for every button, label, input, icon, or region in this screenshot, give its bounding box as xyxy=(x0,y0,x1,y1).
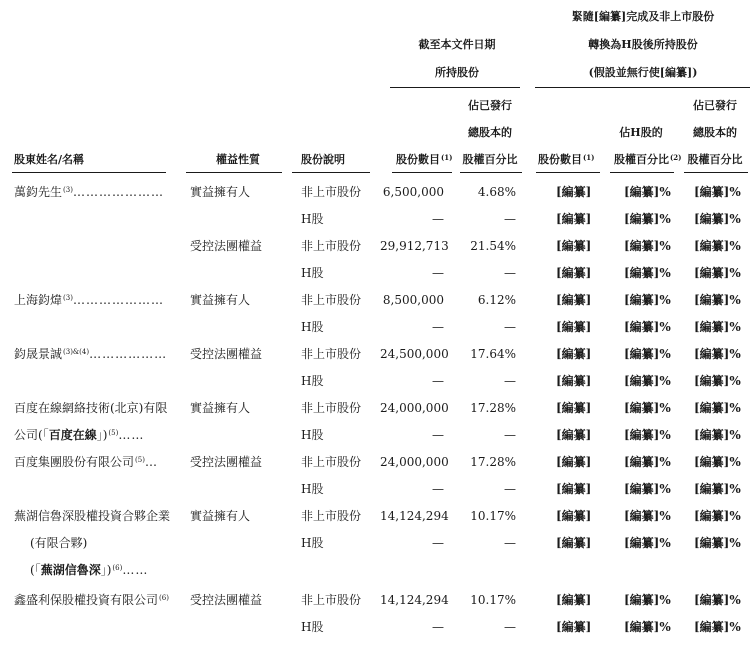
pct-after-redacted: [編纂]% xyxy=(694,266,741,280)
pct-current: — xyxy=(504,482,516,496)
shares-after-redacted: [編纂] xyxy=(556,185,592,199)
pct-current: — xyxy=(504,620,516,634)
interest-nature: 受控法團權益 xyxy=(190,455,263,469)
share-description: H股 xyxy=(301,428,324,442)
shares-after-redacted: [編纂] xyxy=(556,347,592,361)
pct-after-redacted: [編纂]% xyxy=(694,401,741,415)
share-description: H股 xyxy=(301,212,324,226)
shareholder-name-prefix: 公司(「 xyxy=(14,428,49,442)
footnote-ref: (3) xyxy=(63,294,73,302)
col-header-hshare-pct-l2: 股權百分比$^{(2)}$ xyxy=(614,153,682,166)
shares-after-redacted: [編纂] xyxy=(556,536,592,550)
share-description: 非上市股份 xyxy=(301,509,362,523)
col-header-pct-after-l2: 總股本的 xyxy=(693,126,737,139)
share-description: H股 xyxy=(301,536,324,550)
pct-current: — xyxy=(504,320,516,334)
shareholder-name-text: 百度在線網絡技術(北京)有限 xyxy=(14,401,168,415)
pct-current: 17.28% xyxy=(470,455,516,469)
hshare-pct-redacted: [編纂]% xyxy=(624,239,671,253)
col-underline-shareholder xyxy=(12,172,166,173)
pct-after-redacted: [編纂]% xyxy=(694,185,741,199)
shareholder-name xyxy=(14,184,164,200)
leader-dots: …… xyxy=(122,563,149,577)
shareholder-name xyxy=(14,292,164,308)
col-header-shares-current: 股份數目$^{(1)}$ xyxy=(396,153,453,166)
leader-dots: ………………… xyxy=(72,293,164,307)
hshare-pct-redacted: [編纂]% xyxy=(624,620,671,634)
interest-nature: 受控法團權益 xyxy=(190,347,263,361)
shares-after-redacted: [編纂] xyxy=(556,212,592,226)
shares-after-redacted: [編纂] xyxy=(556,266,592,280)
shares-current: — xyxy=(432,620,444,634)
shareholder-name-suffix: 」) xyxy=(100,563,112,577)
pct-current: 21.54% xyxy=(470,239,516,253)
pct-after-redacted: [編纂]% xyxy=(694,347,741,361)
shareholder-name-text: (有限合夥) xyxy=(30,536,88,550)
pct-current: 4.68% xyxy=(477,185,516,199)
shareholder-name xyxy=(14,427,144,443)
interest-nature: 實益擁有人 xyxy=(190,293,251,307)
footnote-ref: (3)&(4) xyxy=(63,348,90,356)
footnote-ref: (6) xyxy=(112,564,123,572)
shareholder-name xyxy=(14,508,170,524)
footnote-ref: (5) xyxy=(108,429,119,437)
shareholder-name xyxy=(30,562,148,578)
share-description: 非上市股份 xyxy=(301,185,362,199)
hshare-pct-redacted: [編纂]% xyxy=(624,428,671,442)
col-underline-shares-after xyxy=(536,172,600,173)
shareholder-name xyxy=(14,592,169,608)
hshare-pct-redacted: [編纂]% xyxy=(624,593,671,607)
group-header-after-line3: (假設並無行使[編纂]) xyxy=(588,66,698,79)
shareholder-name xyxy=(14,346,167,362)
pct-current: 17.28% xyxy=(470,401,516,415)
group-header-current-line2: 所持股份 xyxy=(435,66,479,79)
hshare-pct-redacted: [編纂]% xyxy=(624,212,671,226)
share-description: H股 xyxy=(301,266,324,280)
interest-nature: 受控法團權益 xyxy=(190,239,263,253)
shares-current: 24,500,000 xyxy=(380,347,449,361)
shareholder-short-name: 百度在線 xyxy=(48,428,97,442)
shares-current: — xyxy=(432,266,444,280)
interest-nature: 實益擁有人 xyxy=(190,401,251,415)
shares-after-redacted: [編纂] xyxy=(556,374,592,388)
shares-after-redacted: [編纂] xyxy=(556,320,592,334)
col-header-shareholder: 股東姓名/名稱 xyxy=(14,153,85,166)
pct-after-redacted: [編纂]% xyxy=(694,482,741,496)
pct-after-redacted: [編纂]% xyxy=(694,320,741,334)
share-description: H股 xyxy=(301,620,324,634)
leader-dots: …… xyxy=(118,428,145,442)
footnote-ref: (5) xyxy=(135,456,145,464)
pct-after-redacted: [編纂]% xyxy=(694,455,741,469)
share-description: H股 xyxy=(301,482,324,496)
col-underline-pct-after xyxy=(684,172,748,173)
shareholder-name xyxy=(14,400,167,416)
shares-current: — xyxy=(432,428,444,442)
share-description: H股 xyxy=(301,374,324,388)
col-underline-pct-current xyxy=(460,172,522,173)
shares-current: 14,124,294 xyxy=(380,593,449,607)
col-header-pct-after-l3: 股權百分比 xyxy=(687,153,743,166)
hshare-pct-redacted: [編纂]% xyxy=(624,509,671,523)
shares-current: — xyxy=(432,320,444,334)
shares-after-redacted: [編纂] xyxy=(556,593,592,607)
hshare-pct-redacted: [編纂]% xyxy=(624,347,671,361)
shareholder-name-suffix: 」) xyxy=(96,428,108,442)
group-header-current-line1: 截至本文件日期 xyxy=(418,38,496,51)
col-header-shares-after: 股份數目$^{(1)}$ xyxy=(538,153,595,166)
group-underline-after xyxy=(535,87,750,88)
footnote-ref: (6) xyxy=(159,594,169,602)
share-description: H股 xyxy=(301,320,324,334)
shares-after-redacted: [編纂] xyxy=(556,509,592,523)
col-header-nature: 權益性質 xyxy=(216,153,260,166)
shares-after-redacted: [編纂] xyxy=(556,401,592,415)
group-header-after-line1: 緊隨[編纂]完成及非上市股份 xyxy=(571,10,715,23)
pct-current: — xyxy=(504,374,516,388)
share-description: 非上市股份 xyxy=(301,239,362,253)
col-underline-shares-current xyxy=(392,172,452,173)
group-underline-current xyxy=(390,87,520,88)
shares-current: — xyxy=(432,536,444,550)
pct-current: 17.64% xyxy=(470,347,516,361)
shareholder-name-text: 百度集團股份有限公司 xyxy=(14,455,135,469)
footnote-ref: (3) xyxy=(63,186,73,194)
shares-after-redacted: [編纂] xyxy=(556,239,592,253)
pct-current: 6.12% xyxy=(477,293,516,307)
pct-after-redacted: [編纂]% xyxy=(694,593,741,607)
shares-current: 8,500,000 xyxy=(382,293,444,307)
pct-after-redacted: [編纂]% xyxy=(694,428,741,442)
pct-after-redacted: [編纂]% xyxy=(694,620,741,634)
share-description: 非上市股份 xyxy=(301,347,362,361)
shareholder-name-text: 萬鈞先生 xyxy=(14,185,63,199)
hshare-pct-redacted: [編纂]% xyxy=(624,185,671,199)
shares-current: — xyxy=(432,374,444,388)
pct-current: 10.17% xyxy=(470,593,516,607)
shares-after-redacted: [編纂] xyxy=(556,482,592,496)
pct-current: — xyxy=(504,536,516,550)
pct-after-redacted: [編纂]% xyxy=(694,536,741,550)
leader-dots: ………………… xyxy=(72,185,164,199)
shareholder-name-text: 上海鈞煒 xyxy=(14,293,63,307)
shares-after-redacted: [編纂] xyxy=(556,428,592,442)
pct-after-redacted: [編纂]% xyxy=(694,374,741,388)
group-header-after-line2: 轉換為H股後所持股份 xyxy=(588,38,698,51)
shares-current: 29,912,713 xyxy=(380,239,449,253)
share-description: 非上市股份 xyxy=(301,293,362,307)
col-underline-hshare-pct xyxy=(610,172,674,173)
col-underline-desc xyxy=(292,172,370,173)
share-description: 非上市股份 xyxy=(301,401,362,415)
pct-current: — xyxy=(504,212,516,226)
interest-nature: 實益擁有人 xyxy=(190,185,251,199)
shareholder-name-text: 蕪湖信魯深股權投資合夥企業 xyxy=(14,509,171,523)
leader-dots: … xyxy=(144,455,158,469)
pct-after-redacted: [編纂]% xyxy=(694,212,741,226)
hshare-pct-redacted: [編纂]% xyxy=(624,320,671,334)
share-description: 非上市股份 xyxy=(301,593,362,607)
hshare-pct-redacted: [編纂]% xyxy=(624,536,671,550)
pct-current: — xyxy=(504,428,516,442)
pct-after-redacted: [編纂]% xyxy=(694,509,741,523)
leader-dots: ……………… xyxy=(89,347,168,361)
shareholder-name xyxy=(30,535,87,551)
shares-current: 24,000,000 xyxy=(380,455,449,469)
interest-nature: 實益擁有人 xyxy=(190,509,251,523)
interest-nature: 受控法團權益 xyxy=(190,593,263,607)
shareholder-name-prefix: (「 xyxy=(30,563,41,577)
pct-after-redacted: [編纂]% xyxy=(694,239,741,253)
shares-current: 6,500,000 xyxy=(382,185,444,199)
hshare-pct-redacted: [編纂]% xyxy=(624,293,671,307)
col-header-pct-after-l1: 佔已發行 xyxy=(693,99,737,112)
shares-after-redacted: [編纂] xyxy=(556,293,592,307)
shares-current: — xyxy=(432,212,444,226)
shares-current: — xyxy=(432,482,444,496)
hshare-pct-redacted: [編纂]% xyxy=(624,374,671,388)
shareholder-name-text: 鑫盛利保股權投資有限公司 xyxy=(14,593,159,607)
shareholder-name-text: 鈞晟景誠 xyxy=(14,347,63,361)
shareholder-name xyxy=(14,454,158,470)
shares-after-redacted: [編纂] xyxy=(556,620,592,634)
pct-current: 10.17% xyxy=(470,509,516,523)
shares-after-redacted: [編纂] xyxy=(556,455,592,469)
col-header-hshare-pct-l1: 佔H股的 xyxy=(619,126,663,139)
hshare-pct-redacted: [編纂]% xyxy=(624,401,671,415)
hshare-pct-redacted: [編纂]% xyxy=(624,455,671,469)
pct-after-redacted: [編纂]% xyxy=(694,293,741,307)
pct-current: — xyxy=(504,266,516,280)
shareholder-short-name: 蕪湖信魯深 xyxy=(40,563,101,577)
shares-current: 14,124,294 xyxy=(380,509,449,523)
col-header-pct-current-l3: 股權百分比 xyxy=(462,153,518,166)
shares-current: 24,000,000 xyxy=(380,401,449,415)
share-description: 非上市股份 xyxy=(301,455,362,469)
col-underline-nature xyxy=(186,172,282,173)
col-header-desc: 股份說明 xyxy=(301,153,345,166)
col-header-pct-current-l2: 總股本的 xyxy=(468,126,512,139)
col-header-pct-current-l1: 佔已發行 xyxy=(468,99,512,112)
hshare-pct-redacted: [編纂]% xyxy=(624,482,671,496)
hshare-pct-redacted: [編纂]% xyxy=(624,266,671,280)
